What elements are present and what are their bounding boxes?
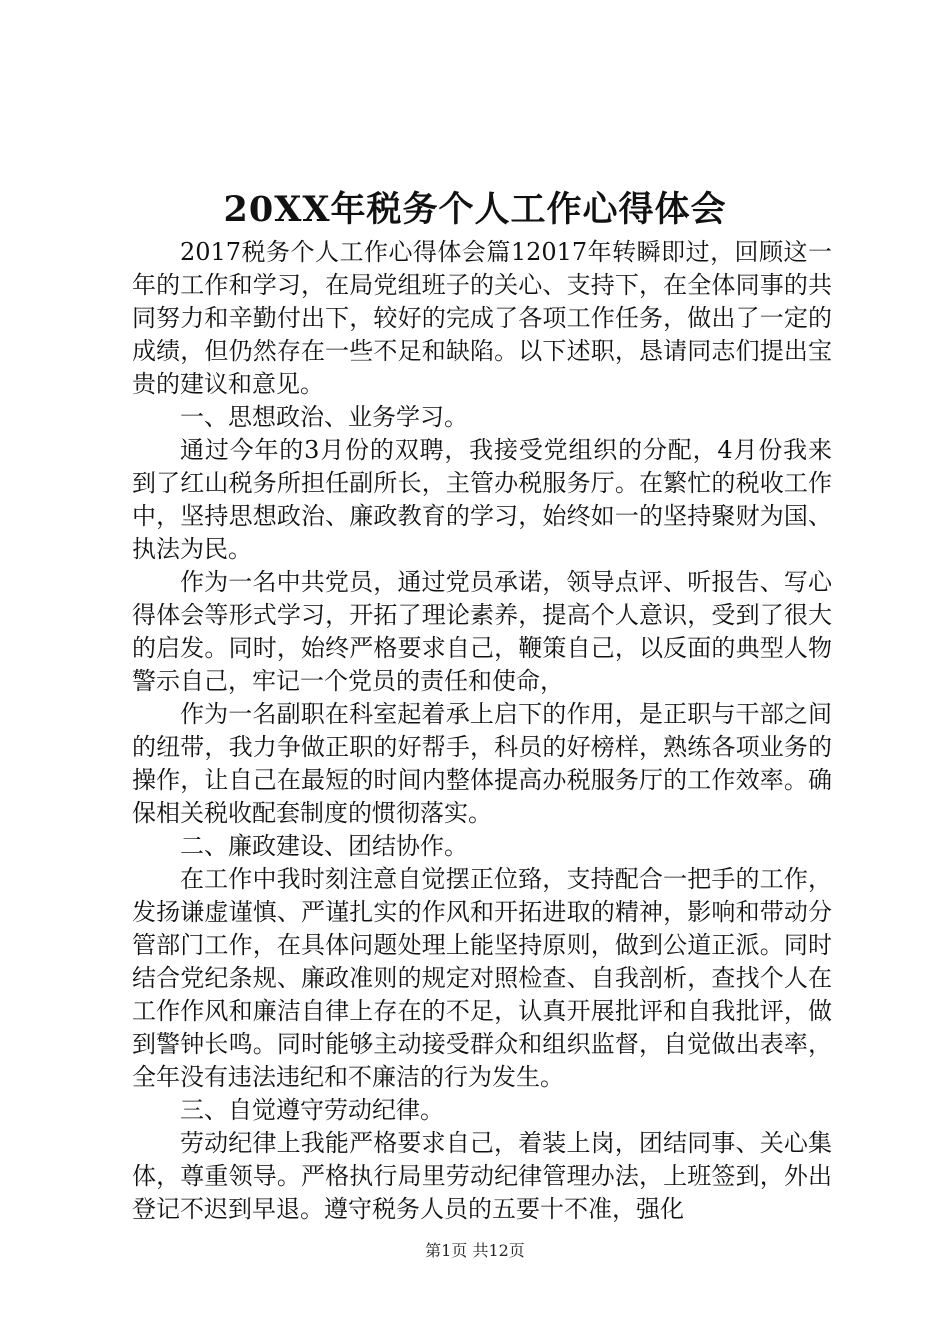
paragraph: 劳动纪律上我能严格要求自己，着装上岗，团结同事、关心集体，尊重领导。严格执行局里劳动纪律管理办法，上班签到，外出登记不迟到早退。遵守税务人员的五要十不准，强化	[132, 1129, 832, 1223]
paragraph: 作为一名副职在科室起着承上启下的作用，是正职与干部之间的纽带，我力争做正职的好帮手，科员的好榜样，熟练各项业务的操作，让自己在最短的时间内整体提高办税服务厅的工作效率。确保相关税收配套制度的惯彻落实。	[132, 700, 832, 827]
section-heading-1: 一、思想政治、业务学习。	[180, 403, 468, 431]
section-heading-2: 二、廉政建设、团结协作。	[180, 832, 468, 860]
paragraph: 在工作中我时刻注意自觉摆正位臵，支持配合一把手的工作，发扬谦虚谨慎、严谨扎实的作风和开拓进取的精神，影响和带动分管部门工作，在具体问题处理上能坚持原则，做到公道正派。同时结合党纪条规、廉政准则的规定对照检查、自我剖析，查找个人在工作作风和廉洁自律上存在的不足，认真开展批评和自我批评，做到警钟长鸣。同时能够主动接受群众和组织监督，自觉做出表率，全年没有违法违纪和不廉洁的行为发生。	[132, 865, 832, 1091]
page-number-footer: 第1页 共12页	[425, 1241, 525, 1260]
paragraph: 作为一名中共党员，通过党员承诺，领导点评、听报告、写心得体会等形式学习，开拓了理论素养，提高个人意识，受到了很大的启发。同时，始终严格要求自己，鞭策自己，以反面的典型人物警示自己，牢记一个党员的责任和使命，	[132, 568, 832, 695]
section-heading-3: 三、自觉遵守劳动纪律。	[180, 1096, 444, 1124]
paragraph: 通过今年的3月份的双聘，我接受党组织的分配，4月份我来到了红山税务所担任副所长，主管办税服务厅。在繁忙的税收工作中，坚持思想政治、廉政教育的学习，始终如一的坚持聚财为国、执法为民。	[132, 436, 832, 563]
document-body	[132, 236, 832, 1226]
paragraph-intro: 2017税务个人工作心得体会篇12017年转瞬即过，回顾这一年的工作和学习，在局党组班子的关心、支持下，在全体同事的共同努力和辛勤付出下，较好的完成了各项工作任务，做出了一定的成绩，但仍然存在一些不足和缺陷。以下述职，恳请同志们提出宝贵的建议和意见。	[132, 238, 832, 398]
document-title: 20XX年税务个人工作心得体会	[223, 189, 727, 230]
